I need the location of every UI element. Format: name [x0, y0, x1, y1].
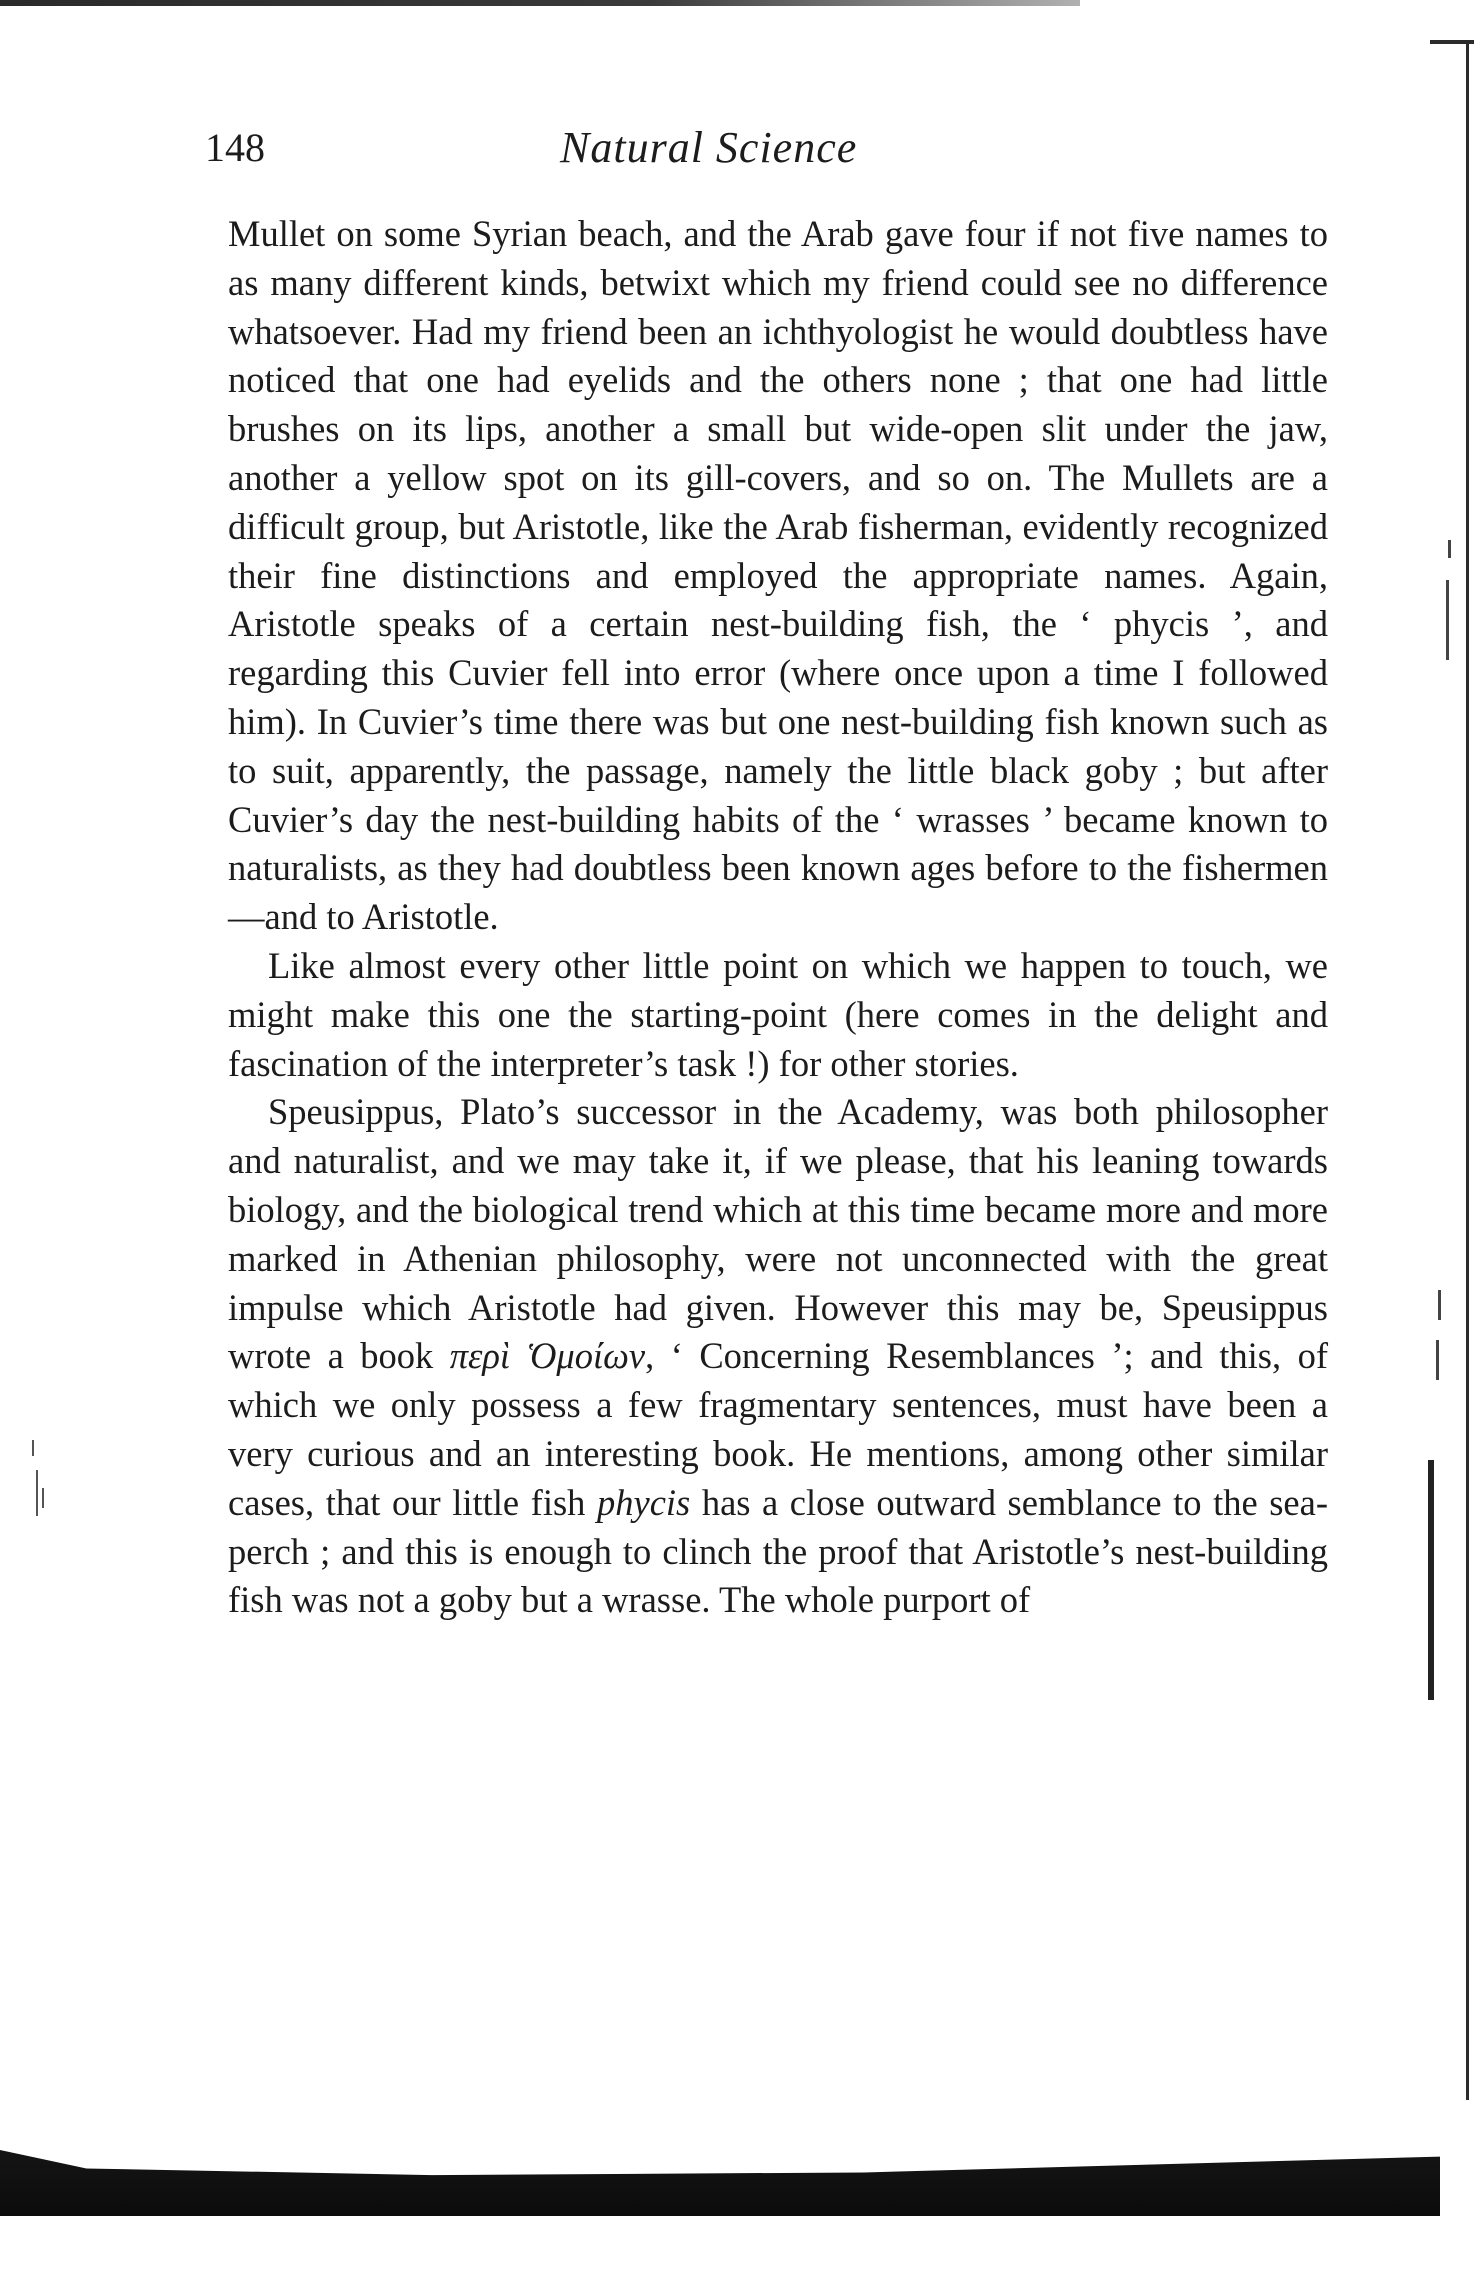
scan-edge-mark: [1446, 580, 1449, 660]
paragraph-text: Speusippus, Plato’s successor in the Academy, was both philosopher and naturalist, and we may take it, if we please, that his leaning towards biology, and the biological trend which at this time became more and more marked in Athenian philosophy, were not unconnected with the great impulse which Aristotle had given. However this may be, Speusippus wrote a book: [228, 1091, 1328, 1377]
running-title: Natural Science: [560, 123, 858, 172]
body-text: [228, 210, 1328, 1625]
scan-edge-mark: [1448, 540, 1451, 558]
page-number: 148: [205, 125, 265, 170]
greek-book-title: περὶ Ὁμοίων: [449, 1335, 646, 1377]
paragraph: Like almost every other little point on which we happen to touch, we might make this one the starting-point (here comes in the delight and fascination of the interpreter’s task !) for other stories.: [228, 944, 1328, 1084]
paragraph-text: has a close outward semblance to the sea-perch ; and this is enough to clinch the proof that Aristotle’s nest-building fish was not a goby but a wrasse. The whole purport of: [228, 1481, 1328, 1621]
scan-bottom-band: [0, 2150, 1440, 2216]
italic-term: phycis: [597, 1481, 691, 1523]
scan-left-mark: [32, 1440, 34, 1456]
scan-top-rule: [0, 0, 1080, 6]
scan-right-edge: [1466, 40, 1469, 2100]
scan-edge-mark: [1436, 1340, 1439, 1380]
scan-edge-mark: [1428, 1460, 1434, 1700]
paragraph: Mullet on some Syrian beach, and the Arab gave four if not five names to as many different kinds, betwixt which my friend could see no difference whatsoever. Had my friend been an ichthyologist he would doubtless have noticed that one had eyelids and the others none ; that one had little brushes on its lips, another a small but wide-open slit under the jaw, another a yellow spot on its gill-covers, and so on. The Mullets are a difficult group, but Aristotle, like the Arab fisherman, evidently recognized their fine distinctions and employed the appropriate names. Again, Aristotle speaks of a certain nest-building fish, the ‘ phycis ’, and regarding this Cuvier fell into error (where once upon a time I followed him). In Cuvier’s time there was but one nest-building fish known such as to suit, apparently, the passage, namely the little black goby ; but after Cuvier’s day the nest-building habits of the ‘ wrasses ’ became known to naturalists, as they had doubtless been known ages before to the fishermen—and to Aristotle.: [228, 213, 1328, 938]
scan-left-mark: [42, 1488, 44, 1508]
paragraph: [228, 1088, 1328, 1625]
paragraph-text: , ‘ Concerning Resemblances ’; and this, of which we only possess a few fragmentary sentences, must have been a very curious and an interesting book. He mentions, among other similar cases, that our little fish: [228, 1335, 1329, 1523]
scan-edge-mark: [1438, 1290, 1441, 1320]
scan-left-mark: [36, 1470, 38, 1516]
